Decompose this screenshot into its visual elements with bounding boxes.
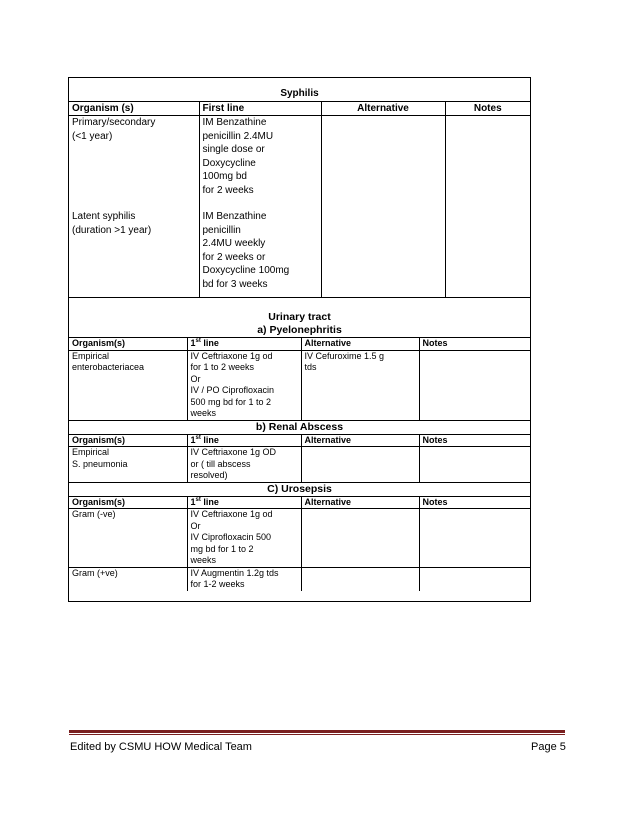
treatment-line: Or — [190, 373, 201, 384]
treatment-line: IV Ceftriaxone 1g od — [190, 509, 273, 519]
urosepsis-notes-cell — [419, 567, 530, 591]
header-notes: Notes — [445, 101, 530, 116]
treatment-line: resolved) — [190, 470, 228, 480]
organism-line: (duration >1 year) — [72, 224, 152, 236]
pyelo-alternative-cell — [301, 350, 419, 420]
page-number: Page 5 — [531, 741, 566, 753]
urinary-table — [69, 297, 530, 591]
syphilis-title: Syphilis — [69, 78, 530, 101]
header-organism: Organism(s) — [69, 434, 187, 447]
treatment-line: 100mg bd — [202, 171, 247, 182]
alternative-line: tds — [304, 362, 317, 372]
treatment-line: IV / PO Ciprofloxacin — [190, 385, 275, 395]
treatment-line: penicillin — [202, 224, 241, 236]
header-notes: Notes — [419, 338, 530, 351]
treatment-line: weeks — [190, 408, 217, 418]
pyelo-organism-cell — [69, 350, 187, 420]
treatment-line: IV Ceftriaxone 1g od — [190, 350, 273, 361]
header-alternative: Alternative — [301, 338, 419, 351]
treatment-line: for 2 weeks or — [202, 251, 266, 263]
urosepsis-alternative-cell — [301, 509, 419, 568]
footer-rule-thin — [69, 734, 565, 735]
header-notes: Notes — [419, 434, 530, 447]
treatment-line: Doxycycline — [202, 157, 256, 169]
renal-notes-cell — [419, 447, 530, 483]
organism-line: Empirical — [72, 447, 110, 457]
header-alternative: Alternative — [301, 434, 419, 447]
syphilis-alternative-cell — [321, 116, 445, 298]
header-organism: Organism (s) — [69, 101, 199, 116]
treatment-line: IM Benzathine — [202, 211, 267, 222]
header-first-line: 1st line — [187, 496, 301, 509]
organism-line: Empirical — [72, 350, 110, 361]
header-alternative: Alternative — [321, 101, 445, 116]
treatment-line: 500 mg bd for 1 to 2 — [190, 396, 272, 407]
treatment-line: for 1-2 weeks — [190, 579, 245, 589]
renal-abscess-title: b) Renal Abscess — [69, 420, 530, 434]
organism-line: (<1 year) — [72, 130, 113, 142]
syphilis-first-line-cell — [199, 116, 321, 298]
urosepsis-notes-cell — [419, 509, 530, 568]
treatment-line: bd for 3 weeks — [202, 278, 268, 290]
alternative-line: IV Cefuroxime 1.5 g — [304, 350, 385, 361]
header-first-line: First line — [199, 101, 321, 116]
footer-credit: Edited by CSMU HOW Medical Team — [70, 741, 252, 753]
treatment-line: penicillin 2.4MU — [202, 130, 274, 142]
document-frame — [68, 77, 531, 602]
treatment-line: Or — [190, 520, 201, 531]
syphilis-notes-cell — [445, 116, 530, 298]
treatment-line: mg bd for 1 to 2 — [190, 543, 254, 554]
pyelonephritis-title: a) Pyelonephritis — [69, 324, 530, 338]
pyelo-notes-cell — [419, 350, 530, 420]
urinary-title: Urinary tract — [69, 298, 530, 325]
treatment-line: or ( till abscess — [190, 458, 251, 469]
treatment-line: IV Ceftriaxone 1g OD — [190, 447, 277, 457]
treatment-line: weeks — [190, 555, 217, 565]
syphilis-table — [69, 78, 530, 298]
renal-alternative-cell — [301, 447, 419, 483]
urosepsis-title: C) Urosepsis — [69, 482, 530, 496]
header-organism: Organism(s) — [69, 496, 187, 509]
urosepsis-organism-cell: Gram (-ve) — [69, 509, 187, 568]
header-first-line: 1st line — [187, 434, 301, 447]
organism-line: Latent syphilis — [72, 211, 136, 222]
header-organism: Organism(s) — [69, 338, 187, 351]
urosepsis-organism-cell: Gram (+ve) — [69, 567, 187, 591]
urosepsis-first-line-cell — [187, 509, 301, 568]
treatment-line: IV Augmentin 1.2g tds — [190, 567, 279, 578]
urosepsis-alternative-cell — [301, 567, 419, 591]
organism-line: Primary/secondary — [72, 117, 156, 128]
renal-organism-cell — [69, 447, 187, 483]
treatment-line: IM Benzathine — [202, 117, 267, 128]
header-notes: Notes — [419, 496, 530, 509]
treatment-line: 2.4MU weekly — [202, 238, 266, 249]
treatment-line: for 2 weeks — [202, 184, 254, 196]
header-alternative: Alternative — [301, 496, 419, 509]
renal-first-line-cell — [187, 447, 301, 483]
treatment-line: single dose or — [202, 144, 265, 155]
urosepsis-first-line-cell — [187, 567, 301, 591]
organism-line: enterobacteriacea — [72, 362, 145, 372]
treatment-line: IV Ciprofloxacin 500 — [190, 532, 272, 542]
syphilis-organism-cell — [69, 116, 199, 298]
header-first-line: 1st line — [187, 338, 301, 351]
treatment-line: for 1 to 2 weeks — [190, 362, 255, 372]
organism-line: S. pneumonia — [72, 458, 128, 469]
treatment-line: Doxycycline 100mg — [202, 265, 290, 276]
footer-rule — [69, 730, 565, 733]
pyelo-first-line-cell — [187, 350, 301, 420]
